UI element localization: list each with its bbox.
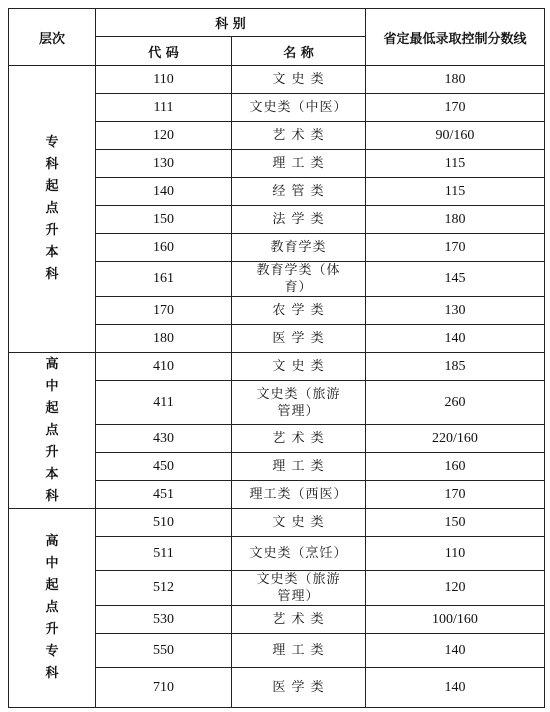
score-cell: 145 [366, 262, 545, 297]
code-cell: 150 [96, 206, 232, 234]
score-cell: 110 [366, 537, 545, 571]
level-cell: 高 中 起 点 升 本 科 [9, 353, 96, 509]
name-cell: 教育学类（体育） [232, 262, 366, 297]
header-code: 代 码 [96, 37, 232, 66]
name-cell: 艺 术 类 [232, 606, 366, 634]
score-cell: 120 [366, 571, 545, 606]
score-cell: 100/160 [366, 606, 545, 634]
header-name: 名 称 [232, 37, 366, 66]
name-cell: 理 工 类 [232, 453, 366, 481]
code-cell: 511 [96, 537, 232, 571]
code-cell: 530 [96, 606, 232, 634]
level-cell: 专 科 起 点 升 本 科 [9, 66, 96, 353]
name-cell: 医 学 类 [232, 325, 366, 353]
table-row [9, 509, 545, 537]
name-cell: 农 学 类 [232, 297, 366, 325]
name-cell: 理 工 类 [232, 634, 366, 668]
score-cell: 140 [366, 325, 545, 353]
name-cell: 教育学类 [232, 234, 366, 262]
score-cell: 130 [366, 297, 545, 325]
header-score: 省定最低录取控制分数线 [366, 9, 545, 66]
table-row [9, 66, 545, 94]
name-cell: 经 管 类 [232, 178, 366, 206]
name-cell: 医 学 类 [232, 668, 366, 708]
name-cell: 法 学 类 [232, 206, 366, 234]
code-cell: 512 [96, 571, 232, 606]
name-cell: 艺 术 类 [232, 425, 366, 453]
code-cell: 410 [96, 353, 232, 381]
score-cell: 170 [366, 234, 545, 262]
level-cell: 高 中 起 点 升 专 科 [9, 509, 96, 708]
score-cell: 115 [366, 150, 545, 178]
name-cell: 理工类（西医） [232, 481, 366, 509]
code-cell: 130 [96, 150, 232, 178]
score-cell: 220/160 [366, 425, 545, 453]
code-cell: 710 [96, 668, 232, 708]
score-cell: 140 [366, 668, 545, 708]
score-cell: 260 [366, 381, 545, 425]
score-cell: 180 [366, 66, 545, 94]
name-cell: 文 史 类 [232, 353, 366, 381]
header-category: 科 别 [96, 9, 366, 37]
name-cell: 文 史 类 [232, 509, 366, 537]
code-cell: 451 [96, 481, 232, 509]
score-cell: 180 [366, 206, 545, 234]
code-cell: 411 [96, 381, 232, 425]
code-cell: 140 [96, 178, 232, 206]
code-cell: 450 [96, 453, 232, 481]
code-cell: 170 [96, 297, 232, 325]
score-cell: 160 [366, 453, 545, 481]
admission-score-table [8, 8, 545, 708]
code-cell: 180 [96, 325, 232, 353]
name-cell: 理 工 类 [232, 150, 366, 178]
code-cell: 160 [96, 234, 232, 262]
code-cell: 510 [96, 509, 232, 537]
code-cell: 111 [96, 94, 232, 122]
code-cell: 120 [96, 122, 232, 150]
score-cell: 150 [366, 509, 545, 537]
score-cell: 185 [366, 353, 545, 381]
table-row [9, 353, 545, 381]
name-cell: 艺 术 类 [232, 122, 366, 150]
header-level: 层次 [9, 9, 96, 66]
code-cell: 161 [96, 262, 232, 297]
code-cell: 110 [96, 66, 232, 94]
score-cell: 90/160 [366, 122, 545, 150]
table-body [9, 66, 545, 708]
name-cell: 文史类（旅游管理） [232, 571, 366, 606]
code-cell: 430 [96, 425, 232, 453]
name-cell: 文史类（旅游管理） [232, 381, 366, 425]
name-cell: 文史类（中医） [232, 94, 366, 122]
code-cell: 550 [96, 634, 232, 668]
score-cell: 170 [366, 481, 545, 509]
score-cell: 115 [366, 178, 545, 206]
score-cell: 140 [366, 634, 545, 668]
score-cell: 170 [366, 94, 545, 122]
name-cell: 文史类（烹饪） [232, 537, 366, 571]
name-cell: 文 史 类 [232, 66, 366, 94]
